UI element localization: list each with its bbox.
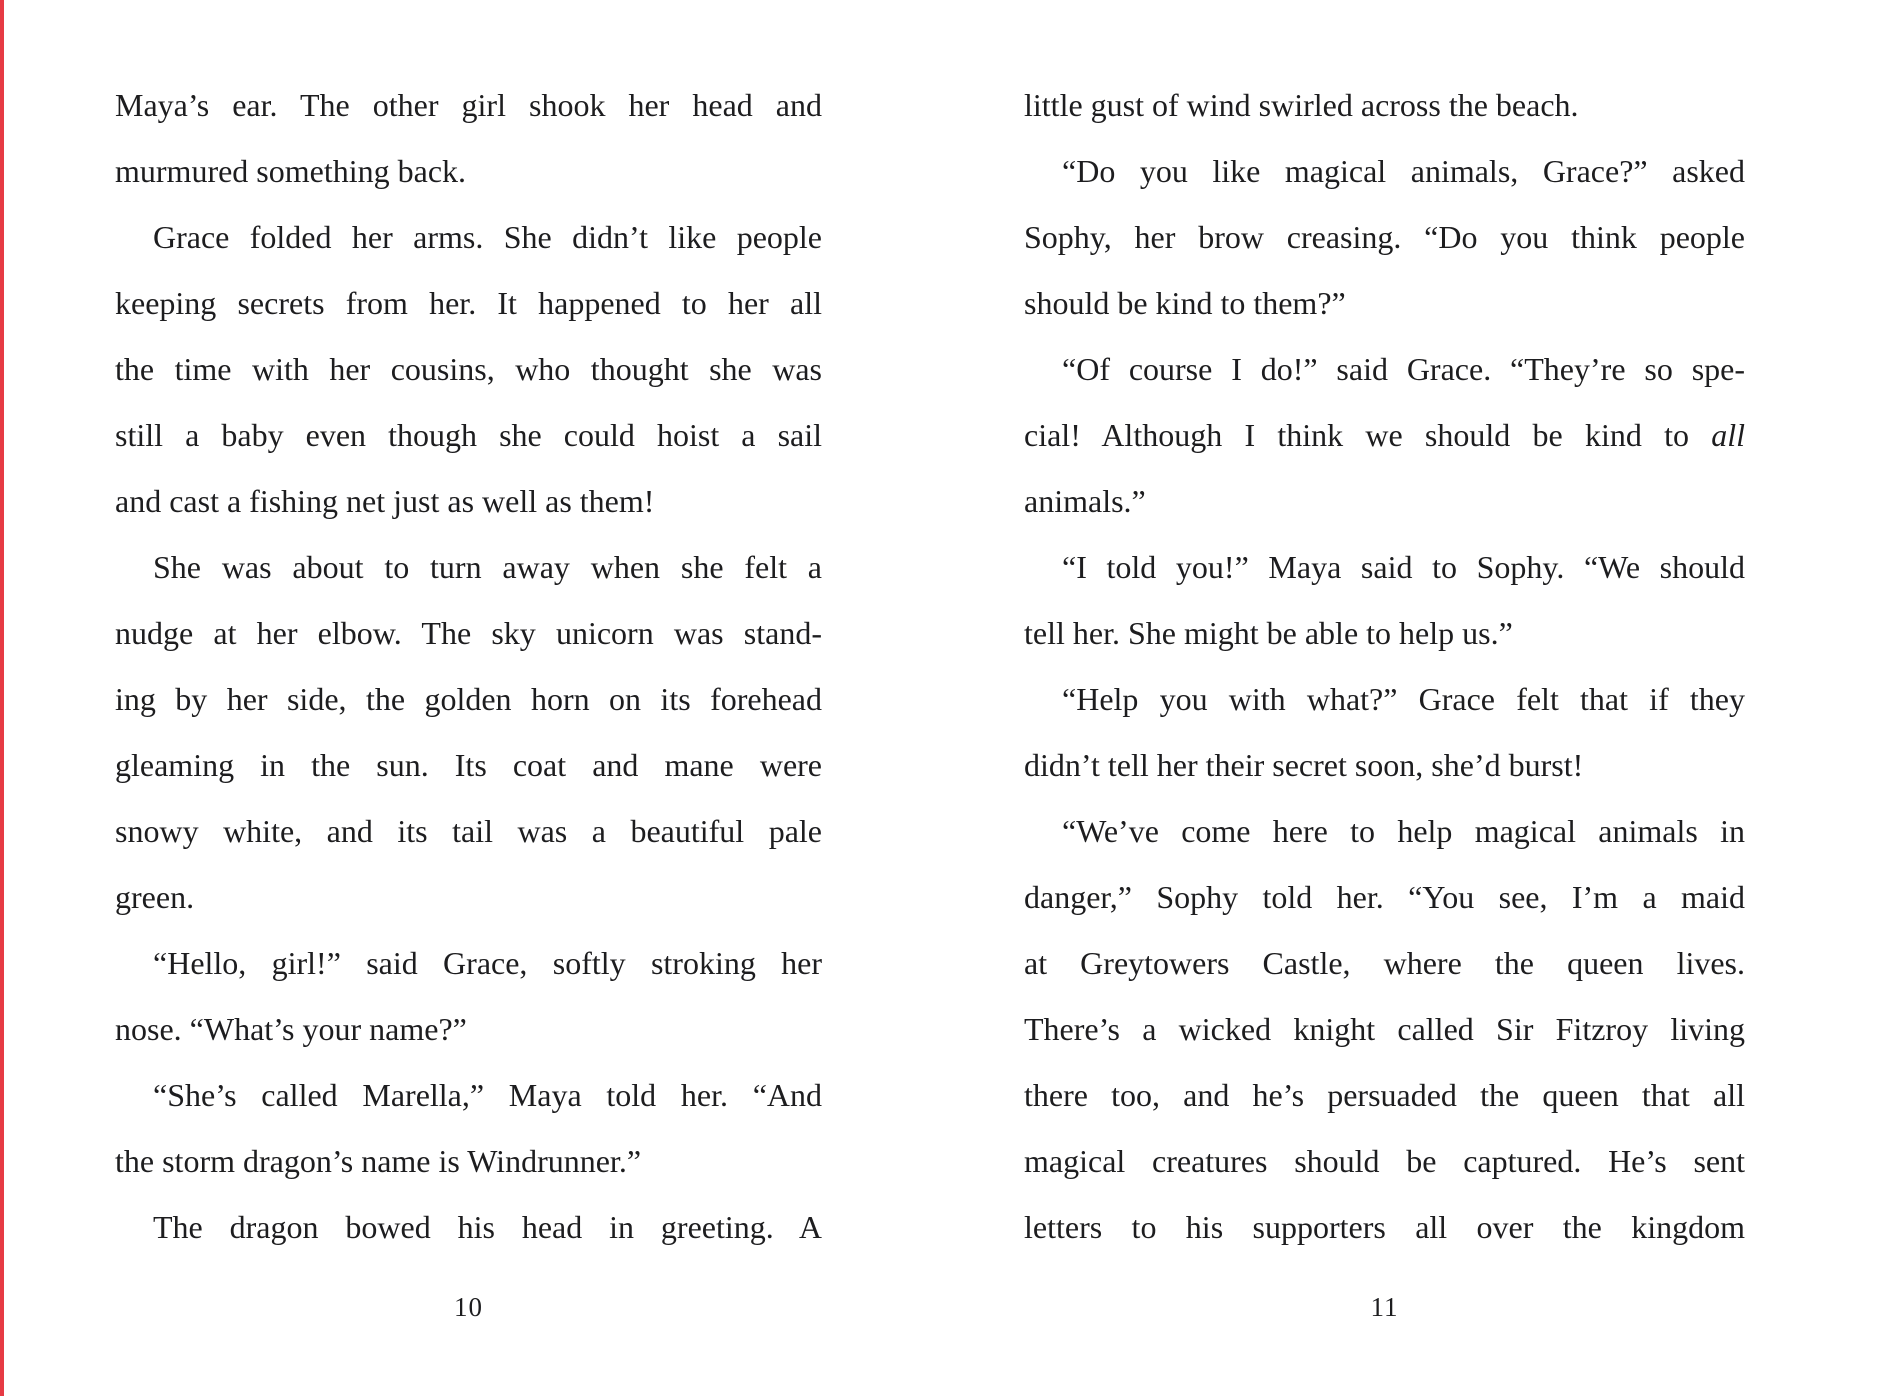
- text-line: the storm dragon’s name is Windrunner.”: [115, 1143, 642, 1179]
- text-line: animals.”: [1024, 483, 1146, 519]
- text-line: tell her. She might be able to help us.”: [1024, 615, 1513, 651]
- text-line: still a baby even though she could hoist a sail: [115, 417, 822, 453]
- page-left-text-block: [115, 72, 822, 1260]
- text-line: nose. “What’s your name?”: [115, 1011, 467, 1047]
- text-line: green.: [115, 879, 195, 915]
- text-line: “I told you!” Maya said to Sophy. “We should: [1062, 549, 1745, 585]
- text-line: “Help you with what?” Grace felt that if they: [1062, 681, 1745, 717]
- text-line: She was about to turn away when she felt a: [153, 549, 822, 585]
- text-line: “She’s called Marella,” Maya told her. “And: [153, 1077, 822, 1113]
- page-right: [1024, 0, 1745, 1396]
- text-line: danger,” Sophy told her. “You see, I’m a maid: [1024, 879, 1745, 915]
- text-line: snowy white, and its tail was a beautiful pale: [115, 813, 822, 849]
- text-line: gleaming in the sun. Its coat and mane were: [115, 747, 822, 783]
- text-line: nudge at her elbow. The sky unicorn was stand-: [115, 615, 822, 651]
- text-line: there too, and he’s persuaded the queen that all: [1024, 1077, 1745, 1113]
- text-line: “Do you like magical animals, Grace?” asked: [1062, 153, 1745, 189]
- text-line: magical creatures should be captured. He’s sent: [1024, 1143, 1745, 1179]
- text-line: “Of course I do!” said Grace. “They’re so spe-: [1062, 351, 1745, 387]
- text-line: letters to his supporters all over the kingdom: [1024, 1209, 1745, 1245]
- text-line: “We’ve come here to help magical animals in: [1062, 813, 1745, 849]
- text-line: the time with her cousins, who thought she was: [115, 351, 822, 387]
- text-line: little gust of wind swirled across the beach.: [1024, 87, 1579, 123]
- text-line: and cast a fishing net just as well as them!: [115, 483, 655, 519]
- text-line: “Hello, girl!” said Grace, softly stroking her: [153, 945, 822, 981]
- text-line: There’s a wicked knight called Sir Fitzroy living: [1024, 1011, 1745, 1047]
- text-line: cial! Although I think we should be kind to all: [1024, 417, 1745, 453]
- text-line: keeping secrets from her. It happened to her all: [115, 285, 822, 321]
- page-left: [115, 0, 822, 1396]
- text-line: Maya’s ear. The other girl shook her head and: [115, 87, 822, 123]
- left-edge-red-strip: [0, 0, 4, 1396]
- text-line: at Greytowers Castle, where the queen lives.: [1024, 945, 1745, 981]
- text-line: Sophy, her brow creasing. “Do you think people: [1024, 219, 1745, 255]
- page-right-text-block: [1024, 72, 1745, 1260]
- page-number-left: 10: [454, 1292, 483, 1322]
- text-line: murmured something back.: [115, 153, 467, 189]
- text-line: didn’t tell her their secret soon, she’d burst!: [1024, 747, 1584, 783]
- text-line: Grace folded her arms. She didn’t like people: [153, 219, 822, 255]
- page-number-right: 11: [1370, 1292, 1399, 1322]
- text-line: The dragon bowed his head in greeting. A: [153, 1209, 822, 1245]
- text-line: ing by her side, the golden horn on its forehead: [115, 681, 822, 717]
- text-line: should be kind to them?”: [1024, 285, 1346, 321]
